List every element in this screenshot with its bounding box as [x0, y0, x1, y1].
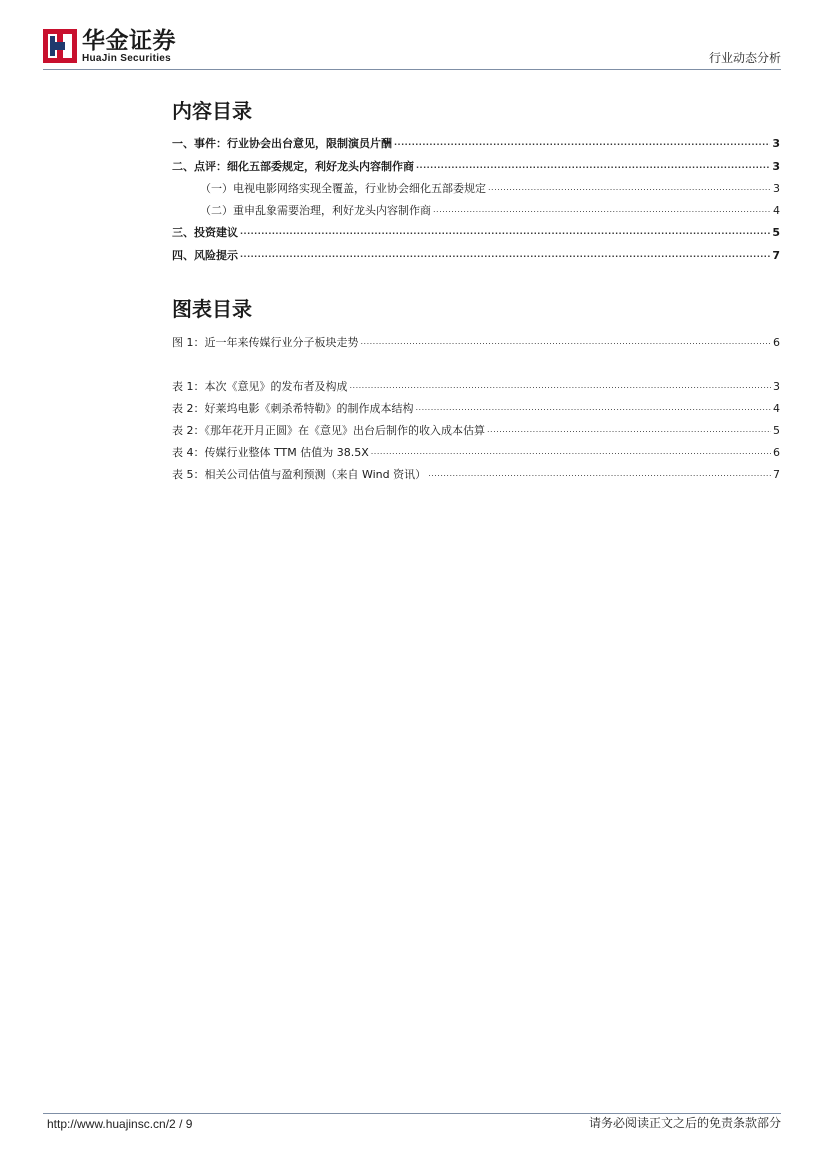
- toc-entry[interactable]: [172, 249, 780, 263]
- leader-dots: [487, 424, 771, 438]
- company-logo: [43, 29, 176, 64]
- leader-dots: [240, 249, 770, 263]
- footer-url-page[interactable]: http://www.huajinsc.cn/2 / 9: [47, 1117, 193, 1131]
- table-entry[interactable]: [172, 468, 780, 482]
- table-entry-label: 表 5：相关公司估值与盈利预测（来自 Wind 资讯）: [172, 468, 427, 481]
- toc-entry-label: 三、投资建议: [172, 226, 238, 239]
- figure-entry[interactable]: [172, 336, 780, 350]
- footer-divider: [43, 1113, 781, 1114]
- leader-dots: [433, 204, 771, 218]
- brand-name-en: HuaJin Securities: [82, 53, 172, 64]
- toc-entry-page: 7: [772, 249, 780, 262]
- table-entry-page: 6: [773, 446, 780, 459]
- toc-entry-page: 3: [772, 160, 780, 173]
- toc-entry-label: （一）电视电影网络实现全覆盖，行业协会细化五部委规定: [200, 182, 486, 195]
- header-divider: [43, 69, 781, 70]
- leader-dots: [240, 226, 770, 240]
- report-type-label: 行业动态分析: [708, 51, 781, 65]
- leader-dots: [488, 182, 771, 196]
- table-entry-label: 表 2：《那年花开月正圆》在《意见》出台后制作的收入成本估算: [172, 424, 485, 437]
- logo-text: [82, 29, 176, 64]
- leader-dots: [371, 446, 771, 460]
- figures-title: 图表目录: [172, 297, 252, 321]
- table-entry[interactable]: [172, 402, 780, 416]
- toc-entry-label: 四、风险提示: [172, 249, 238, 262]
- toc-entry-label: 一、事件：行业协会出台意见，限制演员片酬: [172, 137, 392, 150]
- toc-subentry[interactable]: [172, 182, 780, 196]
- huajin-logo-icon: [43, 29, 77, 63]
- brand-name-cn: 华金证券: [82, 28, 176, 54]
- table-entry-page: 5: [773, 424, 780, 437]
- table-entry-label: 表 2：好莱坞电影《刺杀希特勒》的制作成本结构: [172, 402, 414, 415]
- contents-title: 内容目录: [172, 99, 252, 123]
- table-entry-label: 表 4：传媒行业整体 TTM 估值为 38.5X: [172, 446, 369, 459]
- leader-dots: [394, 137, 770, 151]
- table-entry[interactable]: [172, 424, 780, 438]
- table-entry-page: 3: [773, 380, 780, 393]
- toc-entry[interactable]: [172, 160, 780, 174]
- toc-entry-page: 3: [772, 137, 780, 150]
- table-entry-label: 表 1：本次《意见》的发布者及构成: [172, 380, 348, 393]
- page-header: [43, 26, 781, 68]
- toc-entry-page: 5: [772, 226, 780, 239]
- leader-dots: [416, 402, 772, 416]
- leader-dots: [350, 380, 772, 394]
- toc-entry-label: （二）重申乱象需要治理，利好龙头内容制作商: [200, 204, 431, 217]
- table-entry[interactable]: [172, 446, 780, 460]
- toc-entry[interactable]: [172, 137, 780, 151]
- toc-entry-label: 二、点评：细化五部委规定，利好龙头内容制作商: [172, 160, 414, 173]
- toc-entry-page: 3: [773, 182, 780, 195]
- table-entry[interactable]: [172, 380, 780, 394]
- figure-entry-label: 图 1：近一年来传媒行业分子板块走势: [172, 336, 359, 349]
- leader-dots: [416, 160, 770, 174]
- table-entry-page: 4: [773, 402, 780, 415]
- figure-entry-page: 6: [773, 336, 780, 349]
- leader-dots: [428, 468, 771, 482]
- footer-disclaimer: 请务必阅读正文之后的免责条款部分: [588, 1116, 781, 1130]
- toc-entry-page: 4: [773, 204, 780, 217]
- toc-subentry[interactable]: [172, 204, 780, 218]
- toc-entry[interactable]: [172, 226, 780, 240]
- table-entry-page: 7: [773, 468, 780, 481]
- leader-dots: [361, 336, 772, 350]
